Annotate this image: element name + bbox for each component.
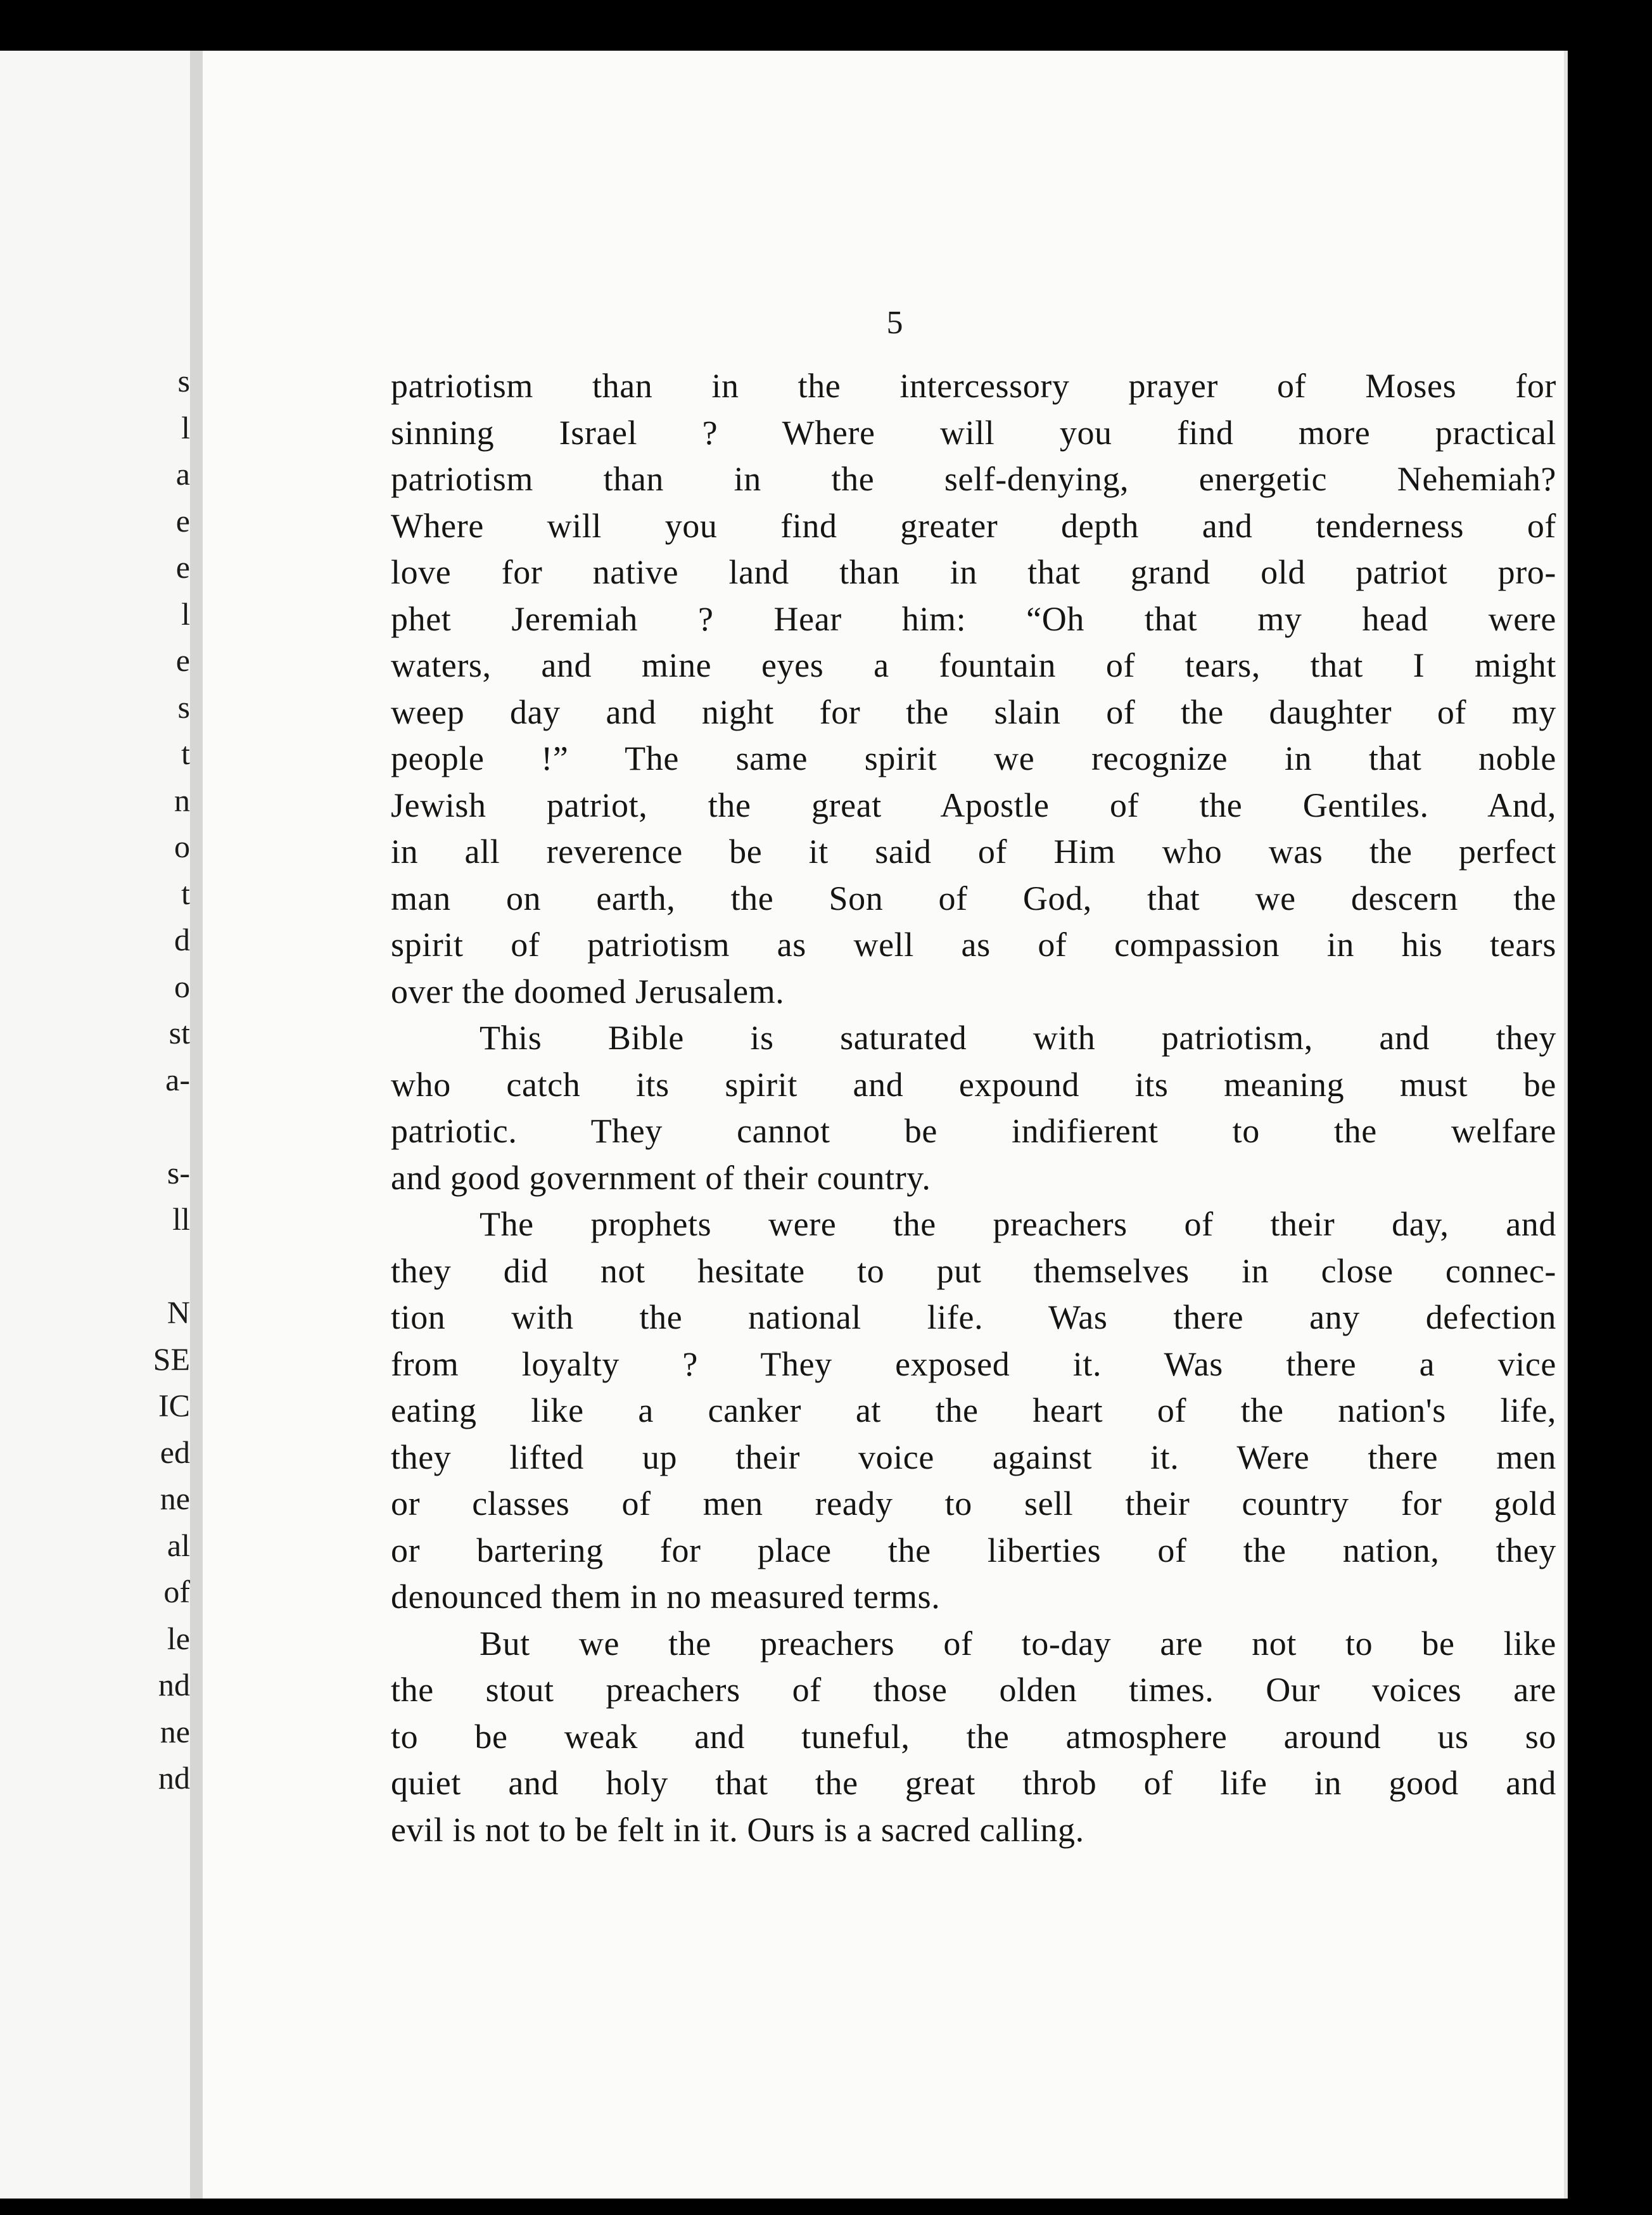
left-fragment-line: a [175, 456, 190, 492]
left-fragment-line: e [175, 549, 190, 585]
text-line: Where will you find greater depth and tenderness of [391, 506, 1556, 545]
text-line: quiet and holy that the great throb of life in good and [391, 1764, 1556, 1802]
left-fragment-line: l [181, 596, 190, 632]
text-line: who catch its spirit and expound its meaning must be [391, 1065, 1556, 1104]
text-line: weep day and night for the slain of the daughter of my [391, 693, 1556, 731]
left-fragment-line: e [175, 642, 190, 678]
text-line: This Bible is saturated with patriotism, and they [480, 1019, 1556, 1057]
text-line: patriotic. They cannot be indifierent to the welfare [391, 1112, 1556, 1150]
text-line: patriotism than in the intercessory prayer of Moses for [391, 367, 1556, 405]
left-fragment-line: t [181, 736, 190, 771]
text-line: spirit of patriotism as well as of compassion in his tears [391, 926, 1556, 964]
left-fragment-line: e [175, 502, 190, 539]
text-line: people !” The same spirit we recognize in that noble [391, 739, 1556, 777]
left-fragment-line: s- [167, 1154, 190, 1190]
left-fragment-line: o [174, 968, 190, 1004]
text-line: from loyalty ? They exposed it. Was there a vice [391, 1344, 1556, 1383]
text-line: the stout preachers of those olden times. Our voices are [391, 1671, 1556, 1709]
left-fragment-line: ne [160, 1481, 190, 1516]
text-line: patriotism than in the self-denying, energetic Nehemiah? [391, 460, 1556, 498]
text-line: and good government of their country. [391, 1158, 931, 1197]
page-number: 5 [886, 305, 903, 341]
text-line: sinning Israel ? Where will you find more practical [391, 413, 1556, 452]
right-page [203, 51, 1568, 2199]
left-fragment-line [139, 1103, 190, 1150]
left-fragment-line: le [167, 1620, 190, 1656]
left-fragment-line: s [177, 689, 190, 725]
text-line: phet Jeremiah ? Hear him: “Oh that my head were [391, 599, 1556, 638]
left-fragment-line: nd [158, 1667, 190, 1702]
text-line: or bartering for place the liberties of the nation, they [391, 1531, 1556, 1569]
text-line: waters, and mine eyes a fountain of tears, that I might [391, 646, 1556, 684]
left-fragment-line: st [168, 1015, 190, 1050]
left-fragment-line: al [167, 1527, 190, 1563]
body-text [391, 363, 1556, 1853]
text-line: man on earth, the Son of God, that we descern the [391, 879, 1556, 917]
text-line: denounced them in no measured terms. [391, 1578, 941, 1616]
left-fragment-line: IC [158, 1388, 190, 1423]
left-fragment-line: d [174, 922, 190, 957]
text-line: But we the preachers of to-day are not to be like [480, 1624, 1556, 1663]
text-line: or classes of men ready to sell their country for gold [391, 1484, 1556, 1522]
left-page-text-fragments [139, 358, 190, 1802]
book-spine-gutter [190, 51, 203, 2199]
text-line: Jewish patriot, the great Apostle of the Gentiles. And, [391, 786, 1556, 824]
text-line: love for native land than in that grand old patriot pro- [391, 553, 1556, 591]
text-line: in all reverence be it said of Him who was the perfect [391, 833, 1556, 871]
left-fragment-line: n [174, 782, 190, 818]
text-line: they lifted up their voice against it. Were there men [391, 1438, 1556, 1476]
left-fragment-line: o [174, 829, 190, 864]
left-fragment-line: of [163, 1574, 190, 1609]
left-fragment-line: l [181, 409, 190, 445]
left-fragment-line: s [177, 363, 190, 399]
text-line: to be weak and tuneful, the atmosphere around us so [391, 1717, 1556, 1756]
left-fragment-line: ll [172, 1201, 190, 1237]
text-line: over the doomed Jerusalem. [391, 972, 785, 1011]
text-line: evil is not to be felt in it. Ours is a sacred calling. [391, 1810, 1084, 1849]
left-page [0, 51, 190, 2199]
left-fragment-line: ed [160, 1434, 190, 1470]
left-fragment-line: ne [160, 1713, 190, 1749]
left-fragment-line [139, 1243, 190, 1290]
text-line: tion with the national life. Was there any defection [391, 1298, 1556, 1336]
text-line: eating like a canker at the heart of the nation's life, [391, 1391, 1556, 1429]
left-fragment-line: N [167, 1294, 190, 1330]
left-fragment-line: nd [158, 1760, 190, 1796]
text-line: they did not hesitate to put themselves in close connec- [391, 1251, 1556, 1290]
left-fragment-line: a- [165, 1061, 190, 1097]
page-edge [1564, 51, 1568, 2199]
text-line: The prophets were the preachers of their day, and [480, 1205, 1556, 1243]
left-fragment-line: SE [153, 1341, 190, 1377]
left-fragment-line: t [181, 875, 190, 911]
